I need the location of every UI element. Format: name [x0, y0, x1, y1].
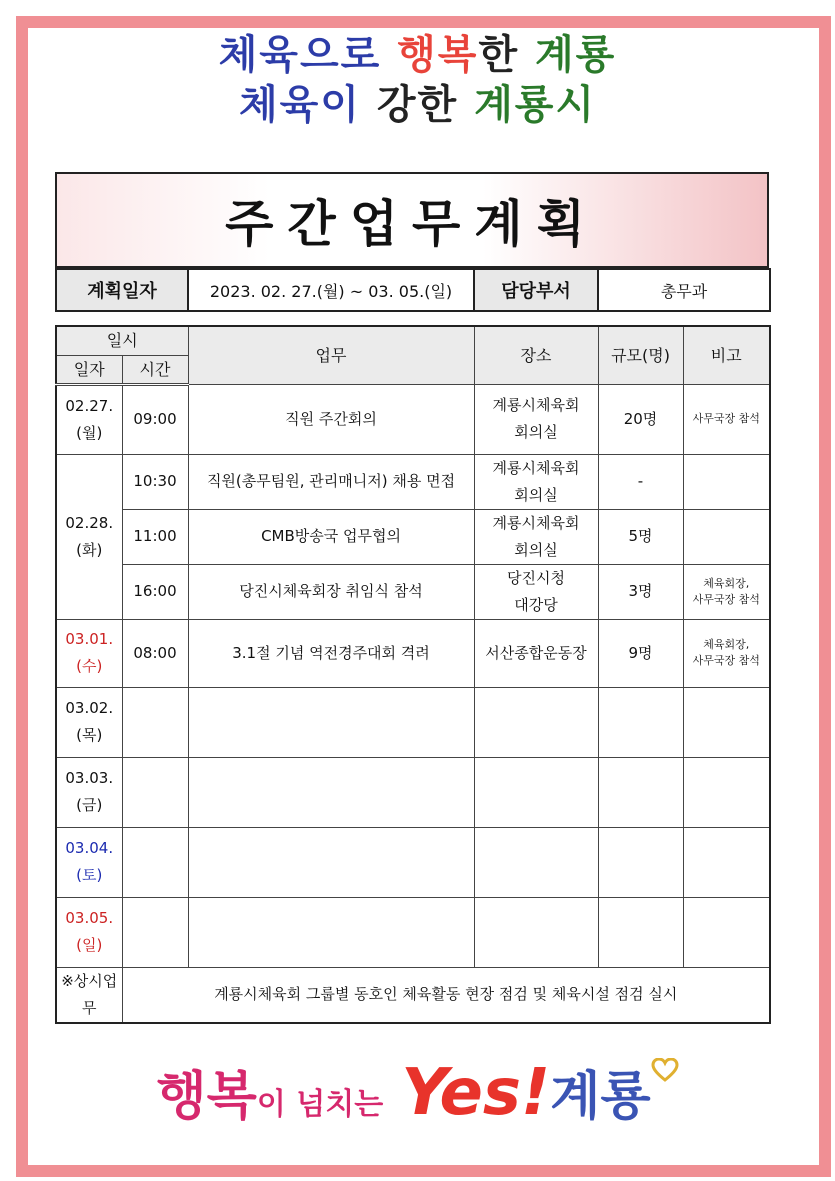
note-line: 체육회장,: [703, 638, 750, 651]
date-value: 03.04.: [65, 839, 114, 857]
time-cell: [122, 757, 188, 827]
header-task: 업무: [188, 326, 474, 384]
date-cell: [56, 619, 122, 687]
place-line: 계룡시체육회: [492, 513, 580, 532]
place-cell: [474, 687, 598, 757]
bottom-slogan-happy: 행복: [156, 1067, 257, 1127]
bottom-slogan-yes: Yes!: [401, 1056, 551, 1130]
slogan-word: 이: [320, 82, 377, 128]
note-cell: [683, 564, 770, 619]
date-cell: [56, 897, 122, 967]
time-cell: 11:00: [122, 509, 188, 564]
plan-date-label: 계획일자: [56, 269, 188, 311]
weekday-value: (화): [76, 540, 103, 559]
slogan-word: 행복: [397, 32, 479, 78]
dept-label: 담당부서: [474, 269, 598, 311]
header-datetime: 일시: [56, 326, 188, 355]
time-cell: [122, 897, 188, 967]
weekday-value: (토): [76, 866, 103, 884]
task-cell: CMB방송국 업무협의: [188, 509, 474, 564]
date-value: 03.05.: [65, 909, 114, 927]
bottom-slogan: [0, 1048, 835, 1150]
place-line: 서산종합운동장: [485, 643, 587, 662]
time-cell: [122, 687, 188, 757]
schedule-table: [55, 325, 771, 1024]
time-cell: 09:00: [122, 384, 188, 454]
note-cell: [683, 384, 770, 454]
scale-cell: 9명: [598, 619, 683, 687]
header-place: 장소: [474, 326, 598, 384]
header-time: 시간: [122, 355, 188, 384]
place-line: 회의실: [514, 423, 558, 441]
note-line: 사무국장 참석: [692, 592, 760, 606]
place-cell: [474, 619, 598, 687]
task-cell: [188, 827, 474, 897]
place-line: 회의실: [514, 540, 558, 559]
place-line: 회의실: [514, 485, 558, 504]
slogan-word: 체육: [239, 82, 321, 128]
scale-cell: 20명: [598, 384, 683, 454]
note-line: 체육회장,: [703, 576, 750, 590]
slogan-word: 계룡시: [474, 82, 596, 128]
slogan-word: 한: [478, 32, 536, 78]
note-cell: [683, 827, 770, 897]
bottom-slogan-gyeryong: 계룡: [550, 1067, 651, 1127]
table-row: [56, 897, 770, 967]
dept-value: 총무과: [598, 269, 770, 311]
date-value: 03.01.: [65, 630, 114, 648]
table-row: [56, 687, 770, 757]
table-row: [56, 454, 770, 509]
place-cell: [474, 897, 598, 967]
note-cell: [683, 454, 770, 509]
title-box: [55, 172, 769, 268]
place-line: 대강당: [514, 595, 558, 614]
task-cell: 3.1절 기념 역전경주대회 격려: [188, 619, 474, 687]
date-cell: [56, 454, 122, 619]
weekday-value: (월): [76, 423, 103, 442]
time-cell: 08:00: [122, 619, 188, 687]
header-note: 비고: [683, 326, 770, 384]
table-row: [56, 564, 770, 619]
note-cell: [683, 897, 770, 967]
page-title: 주간업무계획: [225, 195, 599, 253]
scale-cell: [598, 827, 683, 897]
plan-date-value: 2023. 02. 27.(월) ~ 03. 05.(일): [188, 269, 474, 311]
top-slogan: [0, 30, 835, 130]
note-line: 사무국장 참석: [692, 654, 760, 667]
table-row: [56, 509, 770, 564]
place-line: 당진시청: [507, 568, 565, 587]
slogan-word: 강한: [376, 82, 475, 128]
slogan-word: 계룡: [535, 32, 617, 78]
place-line: 계룡시체육회: [492, 396, 580, 414]
time-cell: 10:30: [122, 454, 188, 509]
task-cell: 직원 주간회의: [188, 384, 474, 454]
weekday-value: (일): [76, 936, 103, 954]
header-date: 일자: [56, 355, 122, 384]
date-cell: [56, 384, 122, 454]
info-row: [55, 268, 771, 312]
regular-task-label: ※상시업무: [56, 967, 122, 1023]
task-cell: 당진시체육회장 취임식 참석: [188, 564, 474, 619]
place-cell: [474, 384, 598, 454]
bottom-slogan-overflowing: 이 넘치는: [256, 1087, 384, 1122]
scale-cell: [598, 897, 683, 967]
scale-cell: [598, 757, 683, 827]
time-cell: [122, 827, 188, 897]
note-cell: [683, 687, 770, 757]
note-cell: [683, 509, 770, 564]
task-cell: [188, 757, 474, 827]
date-value: 02.28.: [65, 513, 114, 532]
slogan-line-1: [0, 30, 835, 80]
weekday-value: (금): [76, 796, 103, 814]
weekday-value: (목): [76, 726, 103, 744]
heart-icon: [651, 1058, 679, 1082]
scale-cell: [598, 687, 683, 757]
date-cell: [56, 687, 122, 757]
slogan-word: 체육으로: [218, 32, 398, 78]
table-row: [56, 827, 770, 897]
table-row: [56, 384, 770, 454]
date-cell: [56, 827, 122, 897]
time-cell: 16:00: [122, 564, 188, 619]
weekday-value: (수): [76, 657, 103, 675]
place-line: 계룡시체육회: [492, 458, 580, 477]
place-cell: [474, 454, 598, 509]
date-value: 02.27.: [65, 396, 114, 415]
place-cell: [474, 827, 598, 897]
place-cell: [474, 757, 598, 827]
date-value: 03.02.: [65, 699, 114, 717]
slogan-line-2: [0, 80, 835, 130]
note-cell: [683, 757, 770, 827]
note-line: 사무국장 참석: [692, 412, 760, 425]
scale-cell: -: [598, 454, 683, 509]
task-cell: [188, 687, 474, 757]
scale-cell: 5명: [598, 509, 683, 564]
regular-task-value: 계룡시체육회 그룹별 동호인 체육활동 현장 점검 및 체육시설 점검 실시: [122, 967, 770, 1023]
place-cell: [474, 509, 598, 564]
table-row: [56, 619, 770, 687]
header-scale: 규모(명): [598, 326, 683, 384]
scale-cell: 3명: [598, 564, 683, 619]
table-row: [56, 757, 770, 827]
note-cell: [683, 619, 770, 687]
task-cell: 직원(총무팀원, 관리매니저) 채용 면접: [188, 454, 474, 509]
task-cell: [188, 897, 474, 967]
date-cell: [56, 757, 122, 827]
place-cell: [474, 564, 598, 619]
date-value: 03.03.: [65, 769, 114, 787]
